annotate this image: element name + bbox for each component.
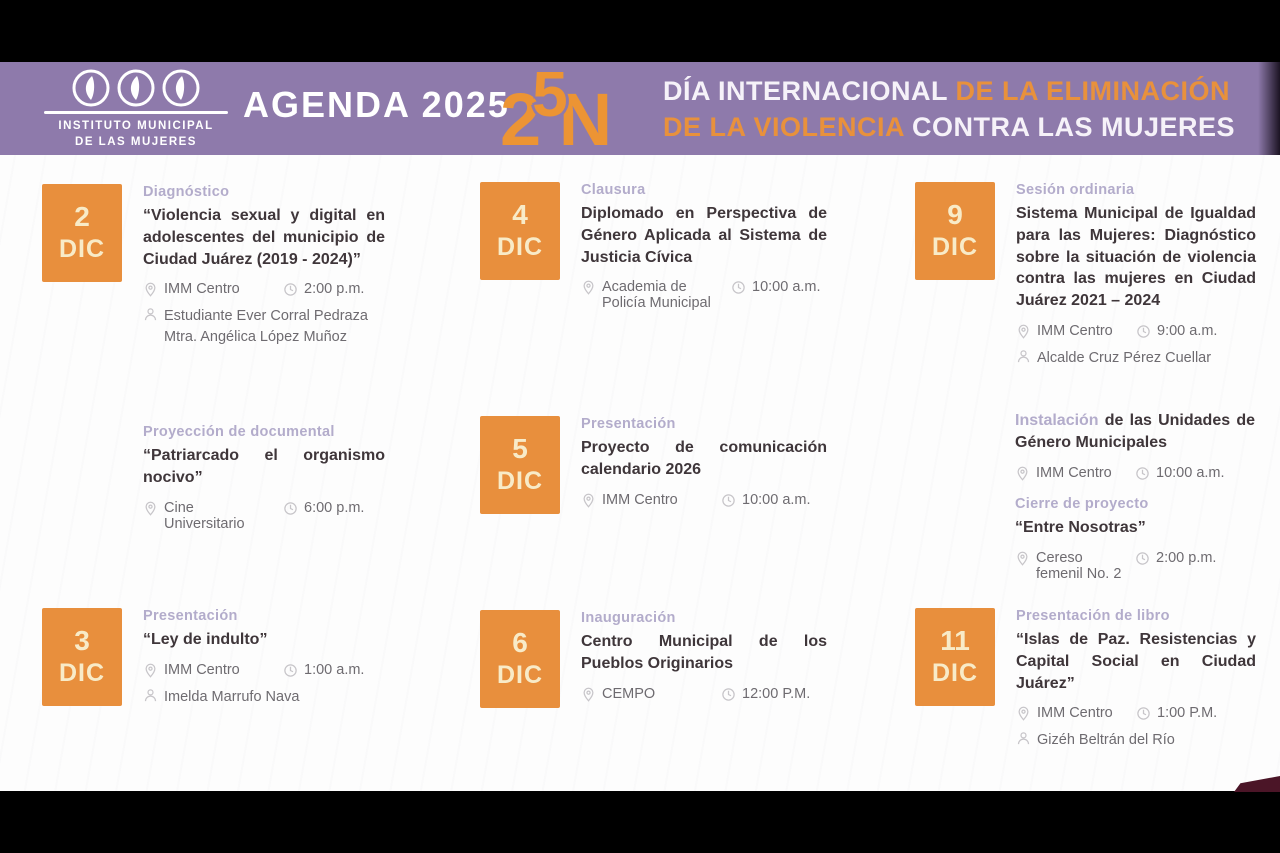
location-text: IMM Centro	[1037, 322, 1113, 339]
header-band	[0, 57, 1280, 161]
event-title: Centro Municipal de los Pueblos Originarios	[581, 633, 827, 672]
date-month: DIC	[496, 466, 544, 495]
event-category: Cierre de proyecto	[1015, 496, 1149, 512]
event-location	[581, 686, 721, 702]
date-box	[480, 610, 560, 708]
event-location	[143, 281, 283, 297]
event-9-dic	[915, 182, 1256, 369]
location-pin-icon	[581, 493, 596, 508]
date-box	[915, 182, 995, 280]
title-line1-white: DÍA INTERNACIONAL	[663, 76, 956, 106]
date-month: DIC	[58, 234, 106, 263]
event-category: Presentación de libro	[1016, 608, 1170, 624]
logo-leaf-circle-icon	[117, 69, 155, 107]
location-text: IMM Centro	[602, 491, 678, 508]
badge-digit-2: 2	[500, 77, 542, 161]
event-2-dic	[42, 184, 385, 348]
date-day: 6	[512, 627, 528, 659]
logo-leaf-circle-icon	[72, 69, 110, 107]
person-icon	[143, 688, 158, 703]
clock-icon	[721, 687, 736, 702]
event-time	[1135, 550, 1255, 582]
date-month: DIC	[931, 658, 979, 687]
date-month: DIC	[496, 232, 544, 261]
date-month: DIC	[58, 658, 106, 687]
location-text: IMM Centro	[164, 661, 240, 678]
date-day: 4	[512, 199, 528, 231]
event-title: Proyecto de comunicación calendario 2026	[581, 439, 827, 478]
event-title: “Ley de indulto”	[143, 631, 268, 648]
event-category: Instalación	[1015, 412, 1099, 429]
time-text: 12:00 P.M.	[742, 685, 811, 702]
location-pin-icon	[143, 501, 158, 516]
event-location	[1015, 550, 1135, 582]
location-pin-icon	[1016, 324, 1031, 339]
date-day: 3	[74, 625, 90, 657]
event-category: Clausura	[581, 182, 646, 198]
speaker-name: Gizéh Beltrán del Río	[1037, 732, 1175, 749]
date-day: 11	[940, 625, 970, 657]
location-pin-icon	[143, 282, 158, 297]
event-time	[283, 281, 385, 297]
date-day: 9	[947, 199, 963, 231]
person-icon	[1016, 731, 1031, 746]
clock-icon	[1136, 324, 1151, 339]
location-pin-icon	[1015, 551, 1030, 566]
25n-badge	[500, 57, 613, 161]
org-name-line2: DE LAS MUJERES	[75, 135, 197, 148]
imm-logo	[42, 69, 230, 150]
location-pin-icon	[1016, 706, 1031, 721]
date-box	[915, 608, 995, 706]
location-text: Academia de Policía Municipal	[602, 279, 711, 312]
time-text: 1:00 a.m.	[304, 661, 365, 678]
event-6-dic	[480, 610, 827, 708]
clock-icon	[283, 282, 298, 297]
header-title	[663, 73, 1263, 145]
event-title: “Violencia sexual y digital en adolescentes del municipio de Ciudad Juárez (2019 - 2024)”	[143, 207, 385, 268]
event-time	[1135, 465, 1255, 481]
location-pin-icon	[581, 687, 596, 702]
location-text: Cereso femenil No. 2	[1036, 549, 1122, 582]
band-right-shadow	[1258, 62, 1280, 155]
event-location	[143, 662, 283, 678]
logo-leaf-circle-icon	[162, 69, 200, 107]
event-title	[1015, 410, 1255, 454]
speaker-name: Imelda Marrufo Nava	[164, 688, 300, 705]
location-text: CEMPO	[602, 685, 656, 702]
clock-icon	[1136, 706, 1151, 721]
event-category: Presentación	[143, 608, 238, 624]
event-time	[1136, 705, 1256, 721]
poster-background	[0, 57, 1280, 791]
clock-icon	[731, 280, 746, 295]
event-11-dic	[915, 608, 1256, 751]
event-3-dic	[42, 608, 385, 708]
time-text: 10:00 a.m.	[742, 491, 811, 508]
event-title: “Entre Nosotras”	[1015, 519, 1146, 536]
date-box	[42, 608, 122, 706]
event-title: Diplomado en Perspectiva de Género Aplicada al Sistema de Justicia Cívica	[581, 205, 827, 266]
badge-letter-n: N	[558, 77, 613, 161]
person-icon	[1016, 349, 1031, 364]
event-category: Proyección de documental	[143, 424, 335, 440]
time-text: 2:00 p.m.	[1156, 549, 1217, 566]
logo-divider	[44, 111, 228, 114]
event-time	[283, 662, 385, 678]
event-5-dic	[480, 416, 827, 514]
badge-digit-5: 5	[532, 57, 568, 130]
event-title: Sistema Municipal de Igualdad para las Mujeres: Diagnóstico sobre la situación de violencia contra las mujeres en Ciudad Juárez 2021 – 2024	[1016, 205, 1256, 309]
event-time	[1136, 323, 1256, 339]
event-proyeccion-documental	[143, 424, 385, 532]
time-text: 2:00 p.m.	[304, 281, 365, 298]
event-title-text: de las Unidades de Género Municipales	[1015, 412, 1255, 451]
location-text: Cine Universitario	[164, 499, 245, 532]
speaker-name: Mtra. Angélica López Muñoz	[164, 329, 347, 346]
event-location	[1015, 465, 1135, 481]
person-icon	[143, 307, 158, 322]
location-text: IMM Centro	[1036, 464, 1112, 481]
event-location	[581, 279, 731, 311]
time-text: 6:00 p.m.	[304, 499, 365, 516]
speaker-name: Estudiante Ever Corral Pedraza	[164, 308, 368, 325]
event-category: Inauguración	[581, 610, 676, 626]
location-pin-icon	[581, 280, 596, 295]
event-time	[721, 686, 827, 702]
event-speakers	[1016, 730, 1256, 751]
event-location	[1016, 323, 1136, 339]
location-pin-icon	[1015, 466, 1030, 481]
event-title: “Patriarcado el organismo nocivo”	[143, 447, 385, 486]
event-location	[143, 500, 283, 532]
logo-circles	[42, 69, 230, 107]
date-box	[42, 184, 122, 282]
location-pin-icon	[143, 663, 158, 678]
location-text: IMM Centro	[164, 281, 240, 298]
event-time	[283, 500, 385, 532]
event-instalacion	[1015, 410, 1255, 481]
agenda-title: AGENDA 2025	[243, 84, 510, 125]
event-location	[1016, 705, 1136, 721]
clock-icon	[1135, 551, 1150, 566]
event-category: Diagnóstico	[143, 184, 230, 200]
event-speakers	[143, 687, 385, 708]
time-text: 10:00 a.m.	[1156, 464, 1225, 481]
title-line1-orange: DE LA ELIMINACIÓN	[955, 76, 1230, 106]
date-box	[480, 416, 560, 514]
date-day: 2	[74, 201, 90, 233]
title-line2-white: CONTRA LAS MUJERES	[912, 112, 1236, 142]
clock-icon	[283, 501, 298, 516]
time-text: 1:00 P.M.	[1157, 705, 1218, 722]
event-time	[721, 492, 827, 508]
date-day: 5	[512, 433, 528, 465]
org-name-line1: INSTITUTO MUNICIPAL	[58, 120, 214, 132]
event-category: Presentación	[581, 416, 676, 432]
location-text: IMM Centro	[1037, 705, 1113, 722]
event-speakers	[143, 306, 385, 348]
date-box	[480, 182, 560, 280]
event-category: Sesión ordinaria	[1016, 182, 1135, 198]
speaker-name: Alcalde Cruz Pérez Cuellar	[1037, 349, 1212, 366]
event-location	[581, 492, 721, 508]
date-month: DIC	[931, 232, 979, 261]
time-text: 9:00 a.m.	[1157, 322, 1218, 339]
clock-icon	[1135, 466, 1150, 481]
time-text: 10:00 a.m.	[752, 279, 821, 296]
corner-ribbon	[1234, 776, 1280, 792]
event-title: “Islas de Paz. Resistencias y Capital Social en Ciudad Juárez”	[1016, 631, 1256, 692]
clock-icon	[721, 493, 736, 508]
event-speakers	[1016, 348, 1256, 369]
event-4-dic	[480, 182, 827, 311]
date-month: DIC	[496, 660, 544, 689]
clock-icon	[283, 663, 298, 678]
event-cierre-proyecto	[1015, 496, 1255, 582]
event-time	[731, 279, 827, 311]
title-line2-orange: DE LA VIOLENCIA	[663, 112, 913, 142]
